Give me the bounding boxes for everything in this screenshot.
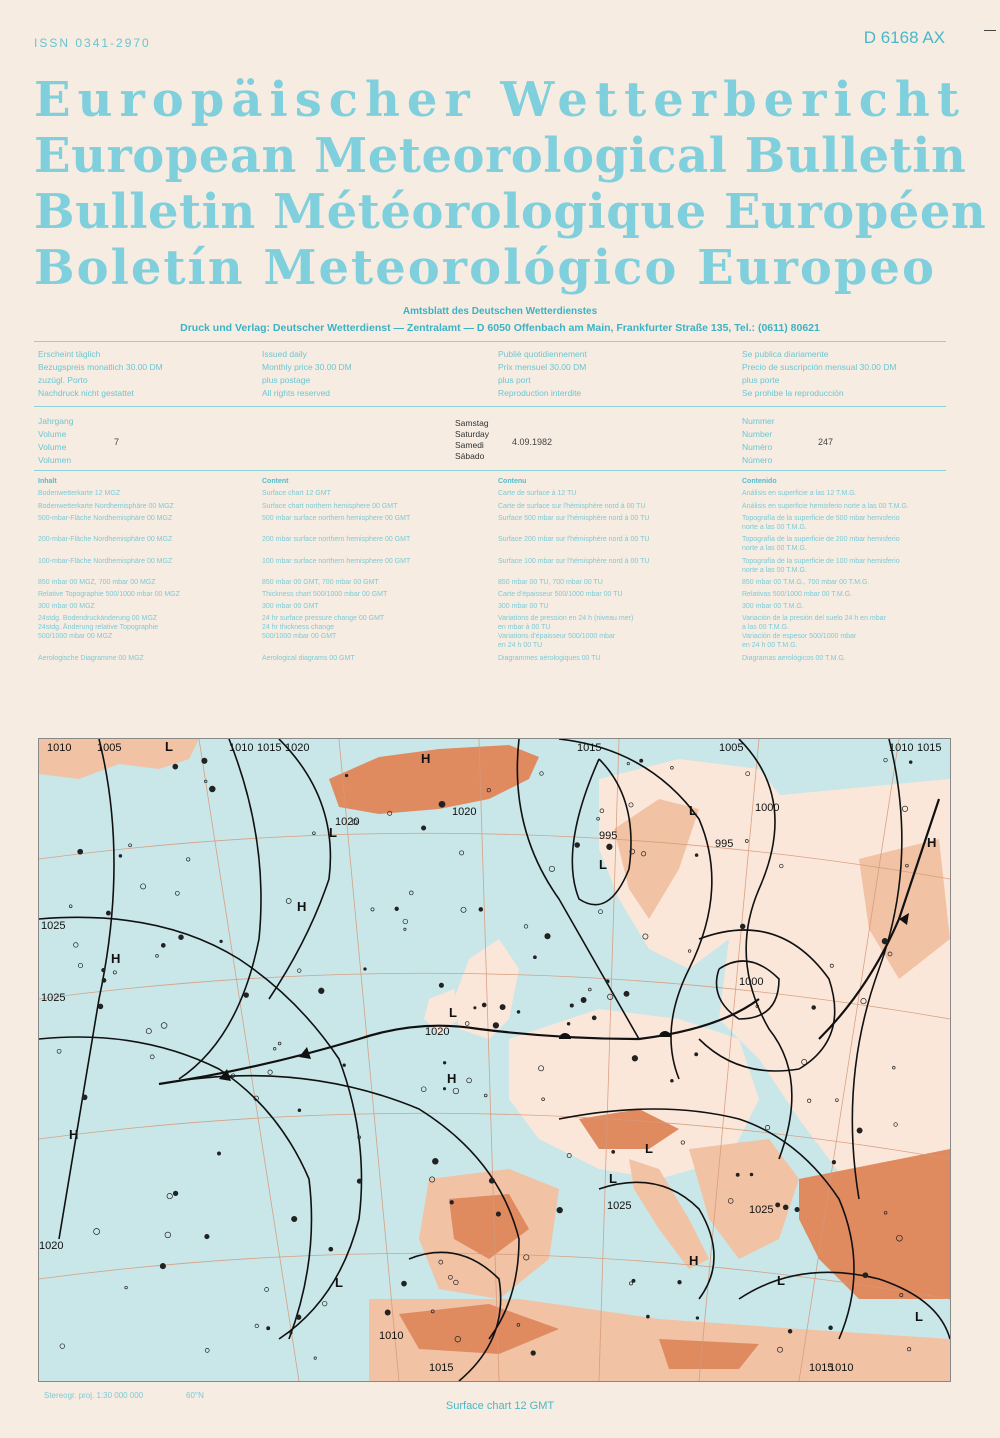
station-symbol (102, 978, 106, 982)
isobar-label: 1005 (97, 742, 122, 754)
isobar-label: 1015 (257, 742, 282, 754)
contents-item: en 24 h 00 TU (498, 642, 543, 649)
divider (34, 406, 946, 407)
high-pressure-centre: H (297, 899, 307, 914)
low-pressure-centre: L (165, 739, 173, 754)
station-symbol (161, 943, 165, 947)
station-symbol (474, 1007, 476, 1009)
edition-line: Monthly price 30.00 DM (262, 362, 352, 372)
station-symbol (531, 1351, 536, 1356)
high-pressure-centre: H (421, 751, 431, 766)
contents-item: norte a las 00 T.M.G. (742, 524, 807, 531)
projection-latitude: 60°N (186, 1391, 204, 1400)
station-symbol (567, 1022, 570, 1025)
contents-item: Carte d'épaisseur 500/1000 mbar 00 TU (498, 591, 623, 598)
station-symbol (202, 758, 207, 763)
contents-item: Diagrammes aérologiques 00 TU (498, 655, 601, 662)
station-symbol (385, 1310, 390, 1315)
station-symbol (606, 980, 609, 983)
station-symbol (646, 1315, 649, 1318)
title-german: Europäischer Wetterbericht (34, 72, 966, 128)
contents-item: 200 mbar surface northern hemisphere 00 GMT (262, 536, 411, 543)
station-symbol (357, 1179, 361, 1183)
contents-item: Variación de espesor 500/1000 mbar (742, 633, 857, 640)
station-symbol (736, 1173, 739, 1176)
station-symbol (421, 826, 425, 830)
station-symbol (750, 1173, 753, 1176)
contents-item: Surface 500 mbar sur l'hémisphère nord à 00 TU (498, 515, 650, 522)
isobar-label: 995 (599, 830, 618, 842)
contents-item: Carte de surface à 12 TU (498, 490, 577, 497)
station-symbol (106, 911, 110, 915)
station-symbol (740, 924, 745, 929)
contents-item: Variations d'épaisseur 500/1000 mbar (498, 633, 616, 640)
edition-line: Se prohibe la reproducción (742, 388, 844, 398)
edition-english (262, 348, 352, 400)
surface-weather-map (38, 738, 951, 1382)
isobar-label: 1010 (229, 742, 254, 754)
contents-heading: Contenido (742, 478, 777, 485)
contents-item: Surface chart 12 GMT (262, 490, 331, 497)
weekday-labels: Samstag Saturday Samedi Sábado (455, 418, 490, 461)
station-symbol (102, 968, 106, 972)
isobar-label: 1020 (335, 816, 360, 828)
contents-item: 100 mbar surface northern hemisphere 00 GMT (262, 558, 411, 565)
contents-item: Bodenwetterkarte 12 MGZ (38, 490, 121, 497)
edition-line: plus postage (262, 375, 311, 385)
station-symbol (209, 786, 215, 792)
high-pressure-centre: H (927, 835, 937, 850)
station-symbol (364, 968, 367, 971)
low-pressure-centre: L (915, 1309, 923, 1324)
isobar-label: 1020 (285, 742, 310, 754)
station-symbol (292, 1216, 297, 1221)
isobar-label: 1005 (719, 742, 744, 754)
station-symbol (479, 908, 483, 912)
issn-number: ISSN 0341-2970 (34, 36, 151, 50)
station-symbol (450, 1201, 454, 1205)
station-symbol (570, 1004, 573, 1007)
station-symbol (632, 1056, 638, 1062)
isobar-label: 1010 (47, 742, 72, 754)
station-symbol (443, 1062, 446, 1065)
station-symbol (624, 991, 629, 996)
contents-item: 24 hr surface pressure change 00 GMT (262, 615, 385, 622)
contents-item: norte a las 00 T.M.G. (742, 567, 807, 574)
station-symbol (298, 1109, 301, 1112)
station-symbol (217, 1152, 220, 1155)
contents-item: en mbar à 00 TU (498, 624, 551, 631)
contents-item: Surface chart northern hemisphere 00 GMT (262, 503, 398, 510)
low-pressure-centre: L (645, 1141, 653, 1156)
issue-number: 247 (818, 437, 834, 447)
station-symbol (545, 934, 550, 939)
contents-item: 850 mbar 00 GMT, 700 mbar 00 GMT (262, 579, 379, 586)
station-symbol (533, 956, 536, 959)
station-symbol (482, 1003, 486, 1007)
number-labels: Nummer Number Numéro Número (742, 416, 775, 465)
contents-item: Relative Topographie 500/1000 mbar 00 MGZ (38, 591, 180, 598)
edition-french (498, 348, 587, 400)
contents-item: Thickness chart 500/1000 mbar 00 GMT (262, 591, 388, 598)
station-symbol (696, 1317, 699, 1320)
contents-item: norte a las 00 T.M.G. (742, 545, 807, 552)
contents-item: Relativas 500/1000 mbar 00 T.M.G. (742, 591, 852, 598)
contents-item: Aerological diagrams 00 GMT (262, 655, 355, 662)
isobar-label: 1010 (379, 1330, 404, 1342)
station-symbol (173, 764, 178, 769)
station-symbol (443, 1088, 445, 1090)
station-symbol (439, 983, 443, 987)
issue-date: 4.09.1982 (512, 437, 553, 447)
low-pressure-centre: L (609, 1171, 617, 1186)
edition-line: All rights reserved (262, 388, 331, 398)
high-pressure-centre: H (447, 1071, 457, 1086)
contents-heading: Contenu (498, 478, 527, 485)
station-symbol (205, 1234, 209, 1238)
projection-note: Stereogr. proj. 1:30 000 000 (44, 1391, 144, 1400)
contents-item: Surface 100 mbar sur l'hémisphère nord à 00 TU (498, 558, 650, 565)
isobar-label: 1020 (452, 806, 477, 818)
contents-item: 500/1000 mbar 00 GMT (262, 633, 337, 640)
high-pressure-centre: H (69, 1127, 79, 1142)
edition-spanish (742, 348, 897, 400)
contents-item: 24 hr thickness change (262, 624, 334, 631)
postal-code: D 6168 AX (863, 28, 945, 47)
station-symbol (832, 1160, 836, 1164)
publisher-line: Druck und Verlag: Deutscher Wetterdienst — Zentralamt — D 6050 Offenbach am Main, Frankfurter Straße 135, Tel.: (0611) 80621 (180, 322, 820, 334)
station-symbol (119, 855, 122, 858)
station-symbol (267, 1327, 270, 1330)
station-symbol (632, 1279, 635, 1282)
edition-german (38, 348, 163, 400)
station-symbol (776, 1203, 780, 1207)
contents-item: en 24 h 00 T.M.G. (742, 642, 798, 649)
edition-line: Erscheint täglich (38, 349, 101, 359)
contents-item: Carte de surface sur l'hémisphère nord à 00 TU (498, 503, 646, 510)
station-symbol (345, 774, 348, 777)
station-symbol (78, 849, 83, 854)
contents-item: Análisis en superficie hemisferio norte a las 00 T.M.G. (742, 503, 909, 510)
station-symbol (496, 1212, 500, 1216)
contents-item: 100-mbar-Fläche Nordhemisphäre 00 MGZ (38, 558, 173, 565)
contents-item: 24stdg. Bodendruckänderung 00 MGZ (38, 615, 158, 622)
contents-heading: Inhalt (38, 478, 57, 485)
isobar-label: 1015 (429, 1362, 454, 1374)
station-symbol (402, 1281, 407, 1286)
station-symbol (432, 1158, 438, 1164)
station-symbol (517, 1011, 520, 1014)
isobar-label: 1020 (39, 1240, 64, 1252)
station-symbol (220, 940, 223, 943)
contents-item: 500/1000 mbar 00 MGZ (38, 633, 113, 640)
low-pressure-centre: L (449, 1005, 457, 1020)
contents-item: Topografía de la superficie de 200 mbar hemisferio (742, 536, 900, 543)
station-symbol (493, 1023, 499, 1029)
station-symbol (607, 844, 613, 850)
station-symbol (173, 1191, 178, 1196)
title-french: Bulletin Météorologique Européen (34, 184, 987, 240)
isobar-label: 1000 (739, 976, 764, 988)
station-symbol (678, 1280, 682, 1284)
contents-item: Aerologische Diagramme 00 MGZ (38, 655, 144, 662)
map-canvas (39, 739, 950, 1381)
station-symbol (179, 935, 184, 940)
isobar-label: 1015 (917, 742, 942, 754)
station-symbol (319, 988, 325, 994)
station-symbol (98, 1004, 103, 1009)
station-symbol (909, 761, 912, 764)
isobar-label: 995 (715, 838, 734, 850)
station-symbol (812, 1006, 816, 1010)
station-symbol (575, 843, 580, 848)
contents-item: 300 mbar 00 GMT (262, 603, 319, 610)
station-symbol (160, 1263, 165, 1268)
isobar-label: 1025 (607, 1200, 632, 1212)
station-symbol (82, 1095, 87, 1100)
station-symbol (795, 1207, 799, 1211)
contents-item: a las 00 T.M.G. (742, 624, 789, 631)
low-pressure-centre: L (335, 1275, 343, 1290)
contents-item: 24stdg. Änderung relative Topographie (38, 624, 159, 631)
isobar-label: 1010 (889, 742, 914, 754)
contents-item: 300 mbar 00 TU (498, 603, 549, 610)
isobar-label: 1025 (41, 920, 66, 932)
contents-item: Variación de la presión del suelo 24 h en mbar (742, 615, 886, 622)
contents-item: Diagramas aerológicos 00 T.M.G. (742, 655, 846, 662)
edition-line: plus port (498, 375, 531, 385)
station-symbol (329, 1247, 333, 1251)
edition-line: Prix mensuel 30.00 DM (498, 362, 587, 372)
volume-labels: Jahrgang Volume Volume Volumen (38, 416, 74, 465)
title-english: European Meteorological Bulletin (34, 128, 967, 184)
station-symbol (788, 1329, 792, 1333)
contents-item: Variations de pression en 24 h (niveau mer) (498, 615, 634, 622)
edition-line: Precio de suscripción mensual 30.00 DM (742, 362, 897, 372)
edition-line: plus porte (742, 375, 780, 385)
low-pressure-centre: L (329, 825, 337, 840)
station-symbol (296, 1315, 301, 1320)
station-symbol (557, 1207, 563, 1213)
station-symbol (857, 1128, 862, 1133)
contents-item: 500-mbar-Fläche Nordhemisphäre 00 MGZ (38, 515, 173, 522)
isobar-label: 1000 (755, 802, 780, 814)
station-symbol (612, 1150, 615, 1153)
station-symbol (581, 997, 586, 1002)
contents-item: Bodenwetterkarte Nordhemisphäre 00 MGZ (38, 503, 174, 510)
station-symbol (592, 1016, 596, 1020)
low-pressure-centre: L (599, 857, 607, 872)
low-pressure-centre: L (689, 803, 697, 818)
edition-line: Nachdruck nicht gestattet (38, 388, 134, 398)
station-symbol (671, 1079, 674, 1082)
contents-item: 850 mbar 00 TU, 700 mbar 00 TU (498, 579, 603, 586)
station-symbol (500, 1005, 505, 1010)
station-symbol (439, 801, 445, 807)
station-symbol (640, 759, 643, 762)
edition-line: Issued daily (262, 349, 307, 359)
contents-item: 850 mbar 00 MGZ, 700 mbar 00 MGZ (38, 579, 156, 586)
station-symbol (489, 1178, 494, 1183)
title-spanish: Boletín Meteorológico Europeo (34, 240, 936, 296)
station-symbol (695, 854, 698, 857)
isobar-label: 1015 (577, 742, 602, 754)
isobar-label: 1025 (41, 992, 66, 1004)
contents-item: 300 mbar 00 T.M.G. (742, 603, 804, 610)
station-symbol (863, 1273, 868, 1278)
station-symbol (395, 907, 399, 911)
isobar-label: 1025 (749, 1204, 774, 1216)
margin-mark (984, 30, 996, 31)
station-symbol (244, 993, 249, 998)
high-pressure-centre: H (111, 951, 121, 966)
official-gazette-line: Amtsblatt des Deutschen Wetterdienstes (402, 306, 598, 317)
edition-line: zuzügl. Porto (38, 375, 88, 385)
station-symbol (882, 938, 888, 944)
edition-line: Se publica diariamente (742, 349, 829, 359)
contents-heading: Content (262, 478, 289, 485)
contents-item: Topografía de la superficie de 500 mbar hemisferio (742, 515, 900, 522)
contents-item: 500 mbar surface northern hemisphere 00 GMT (262, 515, 411, 522)
edition-line: Reproduction interdite (498, 388, 582, 398)
contents-item: 300 mbar 00 MGZ (38, 603, 95, 610)
contents-item: 850 mbar 00 T.M.G., 700 mbar 00 T.M.G. (742, 579, 870, 586)
map-caption: Surface chart 12 GMT (445, 1400, 555, 1412)
contents-item: Análisis en superficie a las 12 T.M.G. (742, 490, 857, 497)
edition-line: Publié quotidiennement (498, 349, 587, 359)
contents-item: 200-mbar-Fläche Nordhemisphäre 00 MGZ (38, 536, 173, 543)
contents-item: Topografía de la superficie de 100 mbar hemisferio (742, 558, 900, 565)
station-symbol (783, 1205, 788, 1210)
volume-value: 7 (114, 437, 120, 447)
isobar-label: 1020 (425, 1026, 450, 1038)
station-symbol (695, 1053, 698, 1056)
isobar-label: 1010 (829, 1362, 854, 1374)
edition-line: Bezugspreis monatlich 30.00 DM (38, 362, 163, 372)
contents-item: Surface 200 mbar sur l'hémisphère nord à 00 TU (498, 536, 650, 543)
isobar-label: 1015 (809, 1362, 834, 1374)
divider (34, 470, 946, 471)
station-symbol (829, 1326, 833, 1330)
divider (34, 341, 946, 342)
low-pressure-centre: L (777, 1273, 785, 1288)
station-symbol (343, 1064, 346, 1067)
high-pressure-centre: H (689, 1253, 699, 1268)
